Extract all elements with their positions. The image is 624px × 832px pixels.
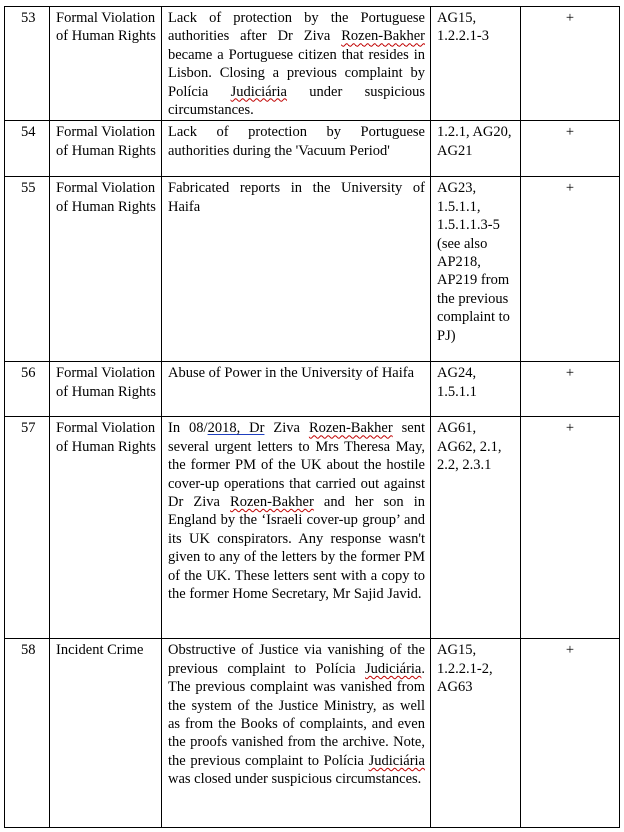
description: In 08/2018, Dr Ziva Rozen-Bakher sent several urgent letters to Mrs Theresa May, the former PM of the UK about the hostile cover-up operations that carried out against Dr Ziva Rozen-Bakher and her son in England by the ‘Israeli cover-up group’ and its UK conspirators. Any response wasn't given to any of the letters by the former PM of the UK. These letters sent with a copy to the former Home Secretary, Mr Sajid Javid.	[162, 417, 431, 639]
violation-type: Formal Violation of Human Rights	[50, 7, 162, 121]
references: AG15, 1.2.2.1-2, AG63	[431, 639, 521, 828]
row-number: 53	[5, 7, 50, 121]
references: 1.2.1, AG20, AG21	[431, 121, 521, 177]
row-number: 57	[5, 417, 50, 639]
references: AG23, 1.5.1.1, 1.5.1.1.3-5 (see also AP218, AP219 from the previous complaint to PJ)	[431, 177, 521, 362]
table-row	[5, 639, 620, 828]
references: AG15, 1.2.2.1-3	[431, 7, 521, 121]
references: AG61, AG62, 2.1, 2.2, 2.3.1	[431, 417, 521, 639]
violation-type: Formal Violation of Human Rights	[50, 362, 162, 417]
row-number: 56	[5, 362, 50, 417]
table-row	[5, 177, 620, 362]
description: Lack of protection by Portuguese authorities during the 'Vacuum Period'	[162, 121, 431, 177]
violation-type: Formal Violation of Human Rights	[50, 417, 162, 639]
table-row	[5, 7, 620, 121]
description: Fabricated reports in the University of Haifa	[162, 177, 431, 362]
row-number: 55	[5, 177, 50, 362]
row-number: 54	[5, 121, 50, 177]
plus-mark: +	[521, 177, 620, 362]
table-row	[5, 417, 620, 639]
violation-type: Formal Violation of Human Rights	[50, 177, 162, 362]
table-row	[5, 121, 620, 177]
table-row	[5, 362, 620, 417]
violation-type: Incident Crime	[50, 639, 162, 828]
violation-type: Formal Violation of Human Rights	[50, 121, 162, 177]
description: Lack of protection by the Portuguese authorities after Dr Ziva Rozen-Bakher became a Portuguese citizen that resides in Lisbon. Closing a previous complaint by Polícia Judiciária under suspicious circumstances.	[162, 7, 431, 121]
description: Obstructive of Justice via vanishing of the previous complaint to Polícia Judiciária. The previous complaint was vanished from the system of the Justice Ministry, as well as from the Books of complaints, and even the proofs vanished from the archive. Note, the previous complaint to Polícia Judiciária was closed under suspicious circumstances.	[162, 639, 431, 828]
plus-mark: +	[521, 121, 620, 177]
row-number: 58	[5, 639, 50, 828]
plus-mark: +	[521, 362, 620, 417]
plus-mark: +	[521, 7, 620, 121]
description: Abuse of Power in the University of Haifa	[162, 362, 431, 417]
references: AG24, 1.5.1.1	[431, 362, 521, 417]
plus-mark: +	[521, 417, 620, 639]
complaints-table	[4, 6, 620, 828]
plus-mark: +	[521, 639, 620, 828]
